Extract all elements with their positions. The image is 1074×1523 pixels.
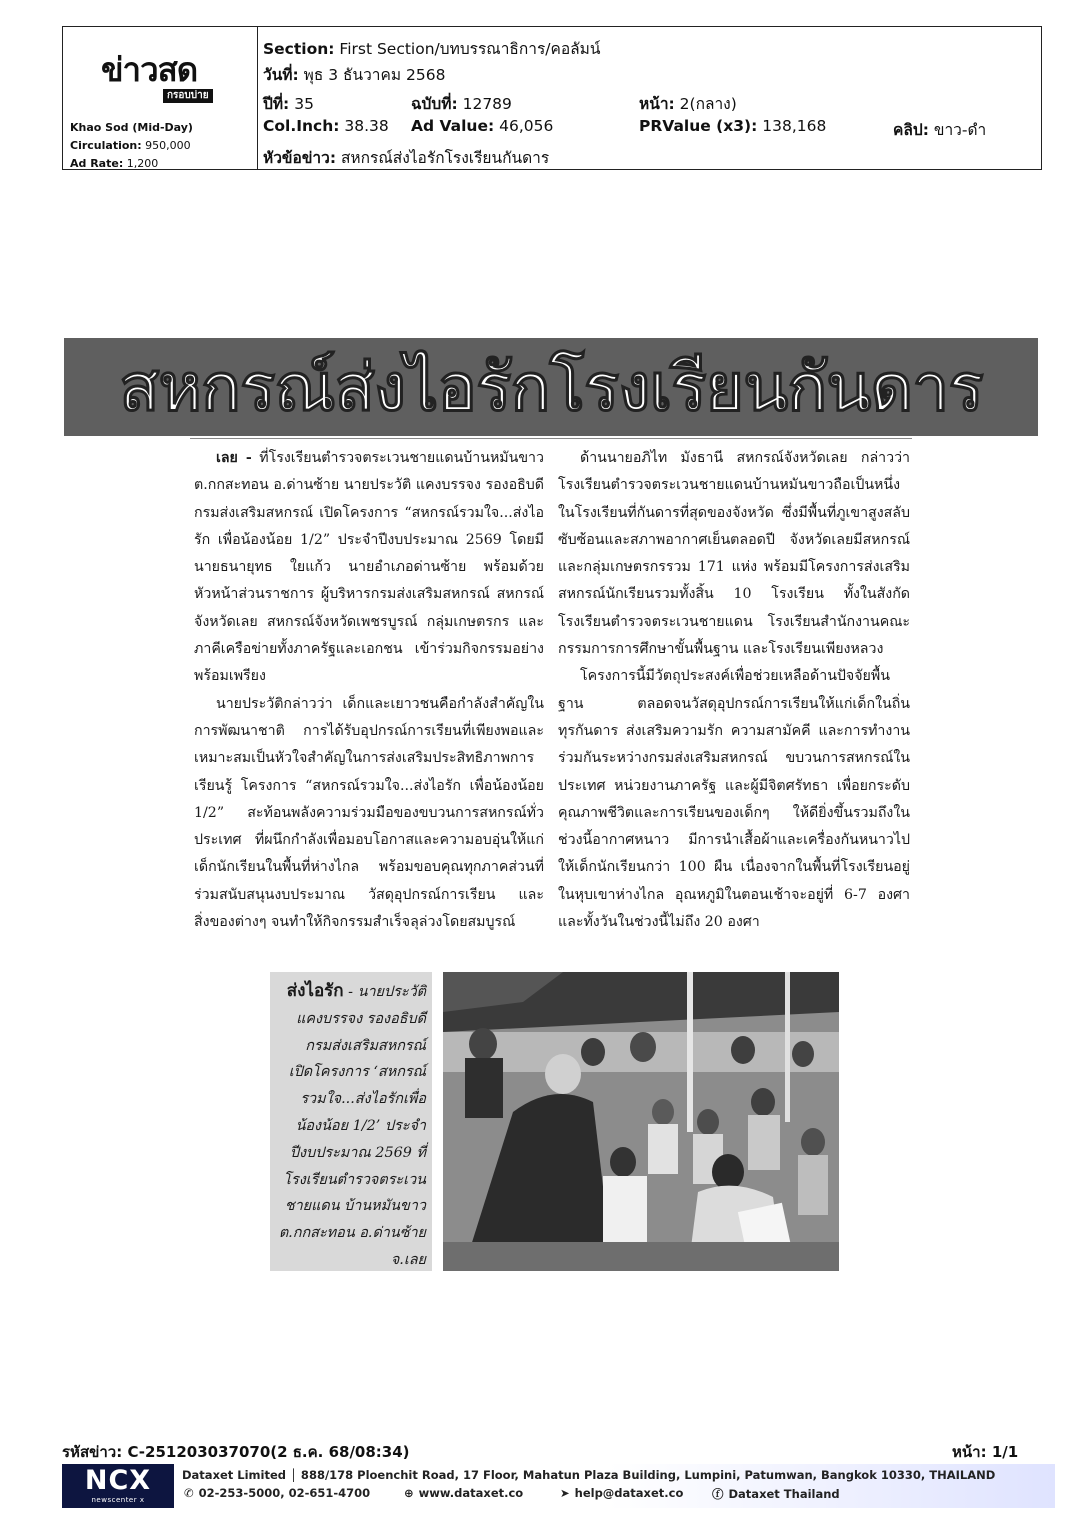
article-paragraph: ด้านนายอภิไท มังธานี สหกรณ์จังหวัดเลย กล่าวว่า โรงเรียนตำรวจตระเวนชายแดนบ้านหมันขาวถือเป็นหนึ่งในโรงเรียนที่กันดารที่สุดของจังหวัด ซึ่งมีพื้นที่ภูเขาสูงสลับซับซ้อนและสภาพอากาศเย็นตลอดปี จังหวัดเลยมีสหกรณ์และกลุ่มเกษตรกรรวม 171 แห่ง พร้อมมีโครงการส่งเสริมสหกรณ์นักเรียนรวมทั้งสิ้น 10 โรงเรียน ทั้งในสังกัดโรงเรียนตำรวจตระเวนชายแดน โรงเรียนสำนักงานคณะกรรมการการศึกษาขั้นพื้นฐาน และโรงเรียนเพียงหลวง — [558, 450, 910, 658]
newspaper-logo: ข่าวสด — [101, 50, 198, 89]
article-headline — [64, 338, 1038, 436]
page-number: หน้า: 1/1 — [952, 1443, 1019, 1461]
facebook-icon: ⓕ — [712, 1487, 724, 1501]
issue-field: ฉบับที่: 12789 — [411, 95, 512, 113]
edition-badge: กรอบบ่าย — [163, 89, 213, 103]
ad-rate: Ad Rate: 1,200 — [70, 157, 159, 170]
caption-text: - นายประวัติ แคงบรรจง รองอธิบดีกรมส่งเสริมสหกรณ์ เปิดโครงการ ‘สหกรณ์รวมใจ...ส่งไอรักเพื่อน้องน้อย 1/2’ ประจำปีงบประมาณ 2569 ที่ โรงเรียนตำรวจตระเวนชายแดน บ้านหมันขาว ต.กกสะทอน อ.ด่านซ้าย จ.เลย — [278, 984, 426, 1268]
circulation: Circulation: 950,000 — [70, 139, 191, 152]
photo-illustration — [443, 972, 839, 1271]
clip-field: คลิป: ขาว-ดำ — [893, 121, 987, 139]
prvalue-field: PRValue (x3): 138,168 — [639, 117, 827, 135]
advalue-field: Ad Value: 46,056 — [411, 117, 554, 135]
caption-title: ส่งไอรัก — [286, 981, 344, 1001]
phone-icon: ✆ — [184, 1486, 194, 1500]
section-row: Section: First Section/บทบรรณาธิการ/คอลัมน์ — [263, 40, 601, 58]
clipping-header — [62, 26, 1042, 170]
article-photo — [443, 972, 839, 1271]
footer-bar — [62, 1464, 1055, 1508]
website-link[interactable]: ⊕ www.dataxet.co — [404, 1486, 524, 1500]
publication-block — [63, 27, 258, 169]
ncx-logo: NCX newscenter x — [62, 1464, 174, 1508]
publication-name: Khao Sod (Mid-Day) — [70, 121, 193, 134]
colinch-field: Col.Inch: 38.38 — [263, 117, 389, 135]
headline-divider — [190, 438, 912, 439]
send-icon: ➤ — [560, 1486, 570, 1500]
article-paragraph: เลย - ที่โรงเรียนตำรวจตระเวนชายแดนบ้านหมันขาว ต.กกสะทอน อ.ด่านซ้าย นายประวัติ แคงบรรจง รองอธิบดีกรมส่งเสริมสหกรณ์ เปิดโครงการ “สหกรณ์รวมใจ...ส่งไอรัก เพื่อน้องน้อย 1/2” ประจำปีงบประมาณ 2569 โดยมี นายธนายุทธ ใยแก้ว นายอำเภอด่านซ้าย พร้อมด้วยหัวหน้าส่วนราชการ ผู้บริหารกรมส่งเสริมสหกรณ์ สหกรณ์จังหวัดเลย สหกรณ์จังหวัดเพชรบูรณ์ กลุ่มเกษตรกร และภาคีเครือข่ายทั้งภาครัฐและเอกชน เข้าร่วมกิจกรรมอย่างพร้อมเพรียง — [194, 450, 544, 685]
phone-contact: ✆ 02-253-5000, 02-651-4700 — [184, 1486, 371, 1500]
company-address: Dataxet Limited │ 888/178 Ploenchit Road, 17 Floor, Mahatun Plaza Building, Lumpini, Patumwan, Bangkok 10330, THAILAND — [182, 1468, 996, 1482]
article-column-2 — [558, 445, 910, 936]
date-row: วันที่: พุธ 3 ธันวาคม 2568 — [263, 66, 446, 84]
page-field: หน้า: 2(กลาง) — [639, 95, 737, 113]
headline-text: สหกรณ์ส่งไอรักโรงเรียนกันดาร — [119, 348, 983, 426]
article-paragraph: โครงการนี้มีวัตถุประสงค์เพื่อช่วยเหลือด้านปัจจัยพื้นฐาน ตลอดจนวัสดุอุปกรณ์การเรียนให้แก่เด็กในถิ่นทุรกันดาร ส่งเสริมความรัก ความสามัคคี และการทำงานร่วมกันระหว่างกรมส่งเสริมสหกรณ์ ขบวนการสหกรณ์ในประเทศ หน่วยงานภาครัฐ และผู้มีจิตศรัทธา เพื่อยกระดับคุณภาพชีวิตและการเรียนของเด็กๆ ให้ดียิ่งขึ้นรวมถึงในช่วงนี้อากาศหนาว มีการนำเสื้อผ้าและเครื่องกันหนาวไปให้เด็กนักเรียนกว่า 100 ผืน เนื่องจากในพื้นที่โรงเรียนอยู่ในหุบเขาห่างไกล อุณหภูมิในตอนเช้าจะอยู่ที่ 6-7 องศา และทั้งวันในช่วงนี้ไม่ถึง 20 องศา — [558, 668, 910, 931]
metadata-block — [263, 27, 1041, 169]
globe-icon: ⊕ — [404, 1486, 414, 1500]
year-field: ปีที่: 35 — [263, 95, 314, 113]
news-reference-code: รหัสข่าว: C-251203037070(2 ธ.ค. 68/08:34) — [62, 1443, 410, 1461]
article-paragraph: นายประวัติกล่าวว่า เด็กและเยาวชนคือกำลังสำคัญในการพัฒนาชาติ การได้รับอุปกรณ์การเรียนที่เพียงพอและเหมาะสมเป็นหัวใจสำคัญในการส่งเสริมประสิทธิภาพการเรียนรู้ โครงการ “สหกรณ์รวมใจ...ส่งไอรัก เพื่อน้องน้อย 1/2” สะท้อนพลังความร่วมมือของขบวนการสหกรณ์ทั่วประเทศ ที่ผนึกกำลังเพื่อมอบโอกาสและความอบอุ่นให้แก่เด็กนักเรียนในพื้นที่ห่างไกล พร้อมขอบคุณทุกภาคส่วนที่ร่วมสนับสนุนงบประมาณ วัสดุอุปกรณ์การเรียน และสิ่งของต่างๆ จนทำให้กิจกรรมสำเร็จลุล่วงโดยสมบูรณ์ — [194, 695, 544, 931]
photo-caption — [270, 972, 432, 1271]
dateline: เลย - — [216, 450, 252, 466]
article-column-1 — [194, 445, 544, 936]
facebook-link[interactable]: ⓕ Dataxet Thailand — [712, 1487, 840, 1501]
headline-row: หัวข้อข่าว: สหกรณ์ส่งไอรักโรงเรียนกันดาร — [263, 149, 550, 167]
email-link[interactable]: ➤ help@dataxet.co — [560, 1486, 684, 1500]
